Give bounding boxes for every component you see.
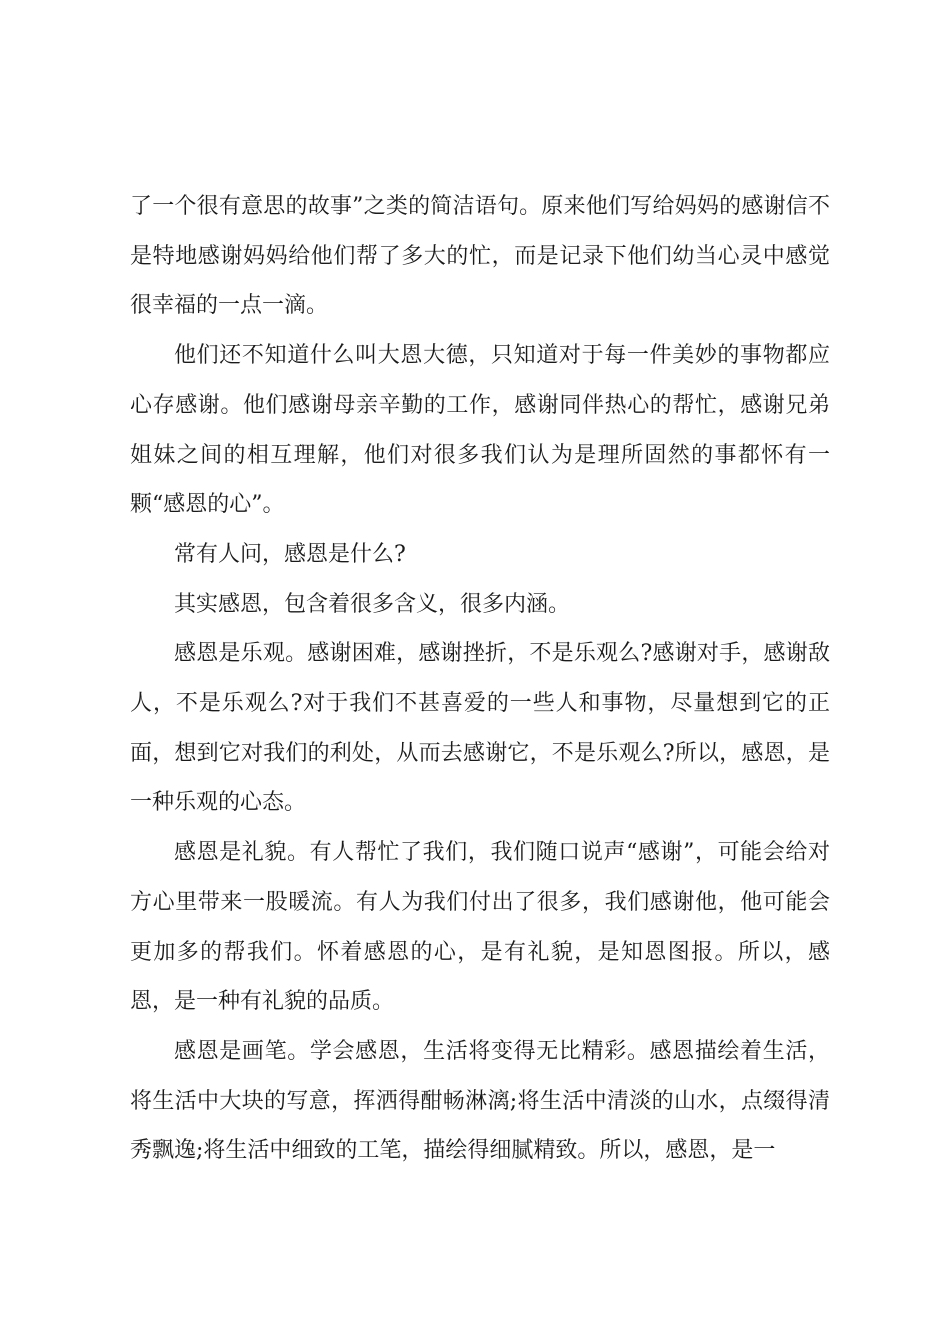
paragraph-2: 他们还不知道什么叫大恩大德，只知道对于每一件美妙的事物都应心存感谢。他们感谢母亲辛勤的工作，感谢同伴热心的帮忙，感谢兄弟姐妹之间的相互理解，他们对很多我们认为是理所固然的事都怀有一颗“感恩的心”。 [130,343,830,518]
paragraph-3: 常有人问，感恩是什么? [174,541,406,567]
paragraph-7: 感恩是画笔。学会感恩，生活将变得无比精彩。感恩描绘着生活，将生活中大块的写意，挥洒得酣畅淋漓;将生活中清淡的山水，点缀得清秀飘逸;将生活中细致的工笔，描绘得细腻精致。所以，感恩，是一 [130,1038,830,1164]
document-body [130,182,830,1176]
paragraph-5: 感恩是乐观。感谢困难，感谢挫折，不是乐观么?感谢对手，感谢敌人，不是乐观么?对于我们不甚喜爱的一些人和事物，尽量想到它的正面，想到它对我们的利处，从而去感谢它，不是乐观么?所以，感恩，是一种乐观的心态。 [130,641,830,816]
paragraph-1: 了一个很有意思的故事”之类的简洁语句。原来他们写给妈妈的感谢信不是特地感谢妈妈给他们帮了多大的忙，而是记录下他们幼当心灵中感觉很幸福的一点一滴。 [130,194,830,319]
paragraph-4: 其实感恩，包含着很多含义，很多内涵。 [174,591,571,617]
paragraph-6: 感恩是礼貌。有人帮忙了我们，我们随口说声“感谢”，可能会给对方心里带来一股暖流。有人为我们付出了很多，我们感谢他，他可能会更加多的帮我们。怀着感恩的心，是有礼貌，是知恩图报。所以，感恩，是一种有礼貌的品质。 [130,840,830,1015]
